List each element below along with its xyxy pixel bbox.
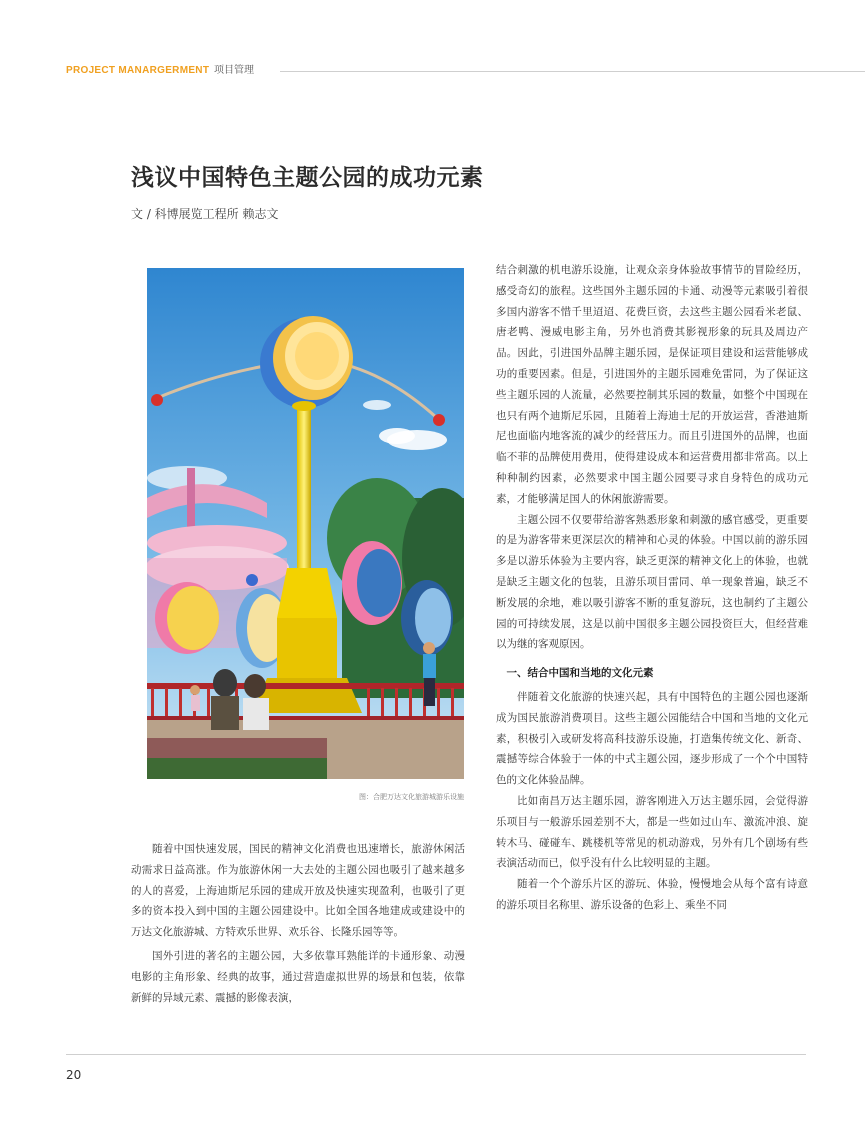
right-column bbox=[496, 260, 808, 1060]
amusement-ride-illustration bbox=[147, 268, 464, 779]
running-header bbox=[66, 64, 865, 80]
section-label-en: PROJECT MANARGERMENT bbox=[66, 65, 210, 76]
article-byline: 文 / 科博展览工程所 赖志文 bbox=[131, 207, 279, 221]
paragraph: 主题公园不仅要带给游客熟悉形象和刺激的感官感受，更重要的是为游客带来更深层次的精神和心灵的体验。中国以前的游乐园多是以游乐体验为主要内容，缺乏更深的精神文化上的体验，也就是缺乏主题文化的包装，且游乐项目雷同、单一现象普遍，缺乏不断发展的余地，难以吸引游客不断的重复游玩，这也制约了主题公园的可持续发展，这是以前中国很多主题公园投资巨大，但经营难以为继的客观原因。 bbox=[496, 513, 808, 651]
page-number: 20 bbox=[66, 1068, 82, 1082]
paragraph: 伴随着文化旅游的快速兴起，具有中国特色的主题公园也逐渐成为国民旅游消费项目。这些主题公园能结合中国和当地的文化元素，积极引入或研发将高科技游乐设施，打造集传统文化、新奇、震撼等综合体验于一体的中式主题公园，逐步形成了一个个中国特色的文化体验品牌。 bbox=[496, 690, 808, 787]
paragraph: 随着一个个游乐片区的游玩、体验，慢慢地会从每个富有诗意的游乐项目名称里、游乐设备的色彩上、乘坐不同 bbox=[496, 878, 808, 911]
paragraph: 结合刺激的机电游乐设施，让观众亲身体验故事情节的冒险经历，感受奇幻的旅程。这些国外主题乐园的卡通、动漫等元素吸引着很多国内游客不惜千里迢迢、花费巨资，去这些主题公园看米老鼠、唐老鸭、漫威电影主角，另外也消费其影视形象的玩具及周边产品。因此，引进国外品牌主题乐园，是保证项目建设和运营能够成功的重要因素。但是，引进国外的主题乐园难免雷同，为了保证这些主题乐园的人流量，必然要控制其乐园的数量，如整个中国现在也只有两个迪斯尼乐园，且随着上海迪士尼的开放运营，香港迪斯尼也面临内地客流的减少的经营压力。而且引进国外的品牌，也面临不菲的品牌使用费用，使得建设成本和运营费用都非常高。以上种种制约因素，必然要求中国主题公园要寻求自身特色的成功元素，才能够满足国人的休闲旅游需要。 bbox=[496, 264, 808, 505]
article-title: 浅议中国特色主题公园的成功元素 bbox=[131, 165, 484, 192]
section-heading: 一、结合中国和当地的文化元素 bbox=[506, 667, 654, 680]
left-column bbox=[131, 839, 465, 1049]
footer-rule bbox=[66, 1054, 806, 1055]
paragraph: 国外引进的著名的主题公园，大多依靠耳熟能详的卡通形象、动漫电影的主角形象、经典的故事，通过营造虚拟世界的场景和包装，依靠新鲜的异域元素、震撼的影像表演， bbox=[131, 949, 465, 1004]
paragraph: 随着中国快速发展，国民的精神文化消费也迅速增长，旅游休闲活动需求日益高涨。作为旅游休闲一大去处的主题公园也吸引了越来越多的人的喜爱，上海迪斯尼乐园的建成开放及快速实现盈利，也吸引了更多的资本投入到中国的主题公园建设中。比如全国各地建成或建设中的万达文化旅游城、方特欢乐世界、欢乐谷、长隆乐园等等。 bbox=[131, 843, 465, 939]
header-rule bbox=[280, 71, 865, 72]
photo-caption: 图：合肥万达文化旅游城游乐设施 bbox=[359, 793, 464, 801]
paragraph: 比如南昌万达主题乐园，游客刚进入万达主题乐园，会觉得游乐项目与一般游乐园差别不大，都是一些如过山车、激流冲浪、旋转木马、碰碰车、跳楼机等常见的机动游戏，另外有几个剧场有些表演活动而已，似乎没有什么比较明显的主题。 bbox=[496, 794, 808, 870]
theme-park-photo bbox=[147, 268, 464, 779]
section-label-cn: 项目管理 bbox=[214, 65, 254, 76]
